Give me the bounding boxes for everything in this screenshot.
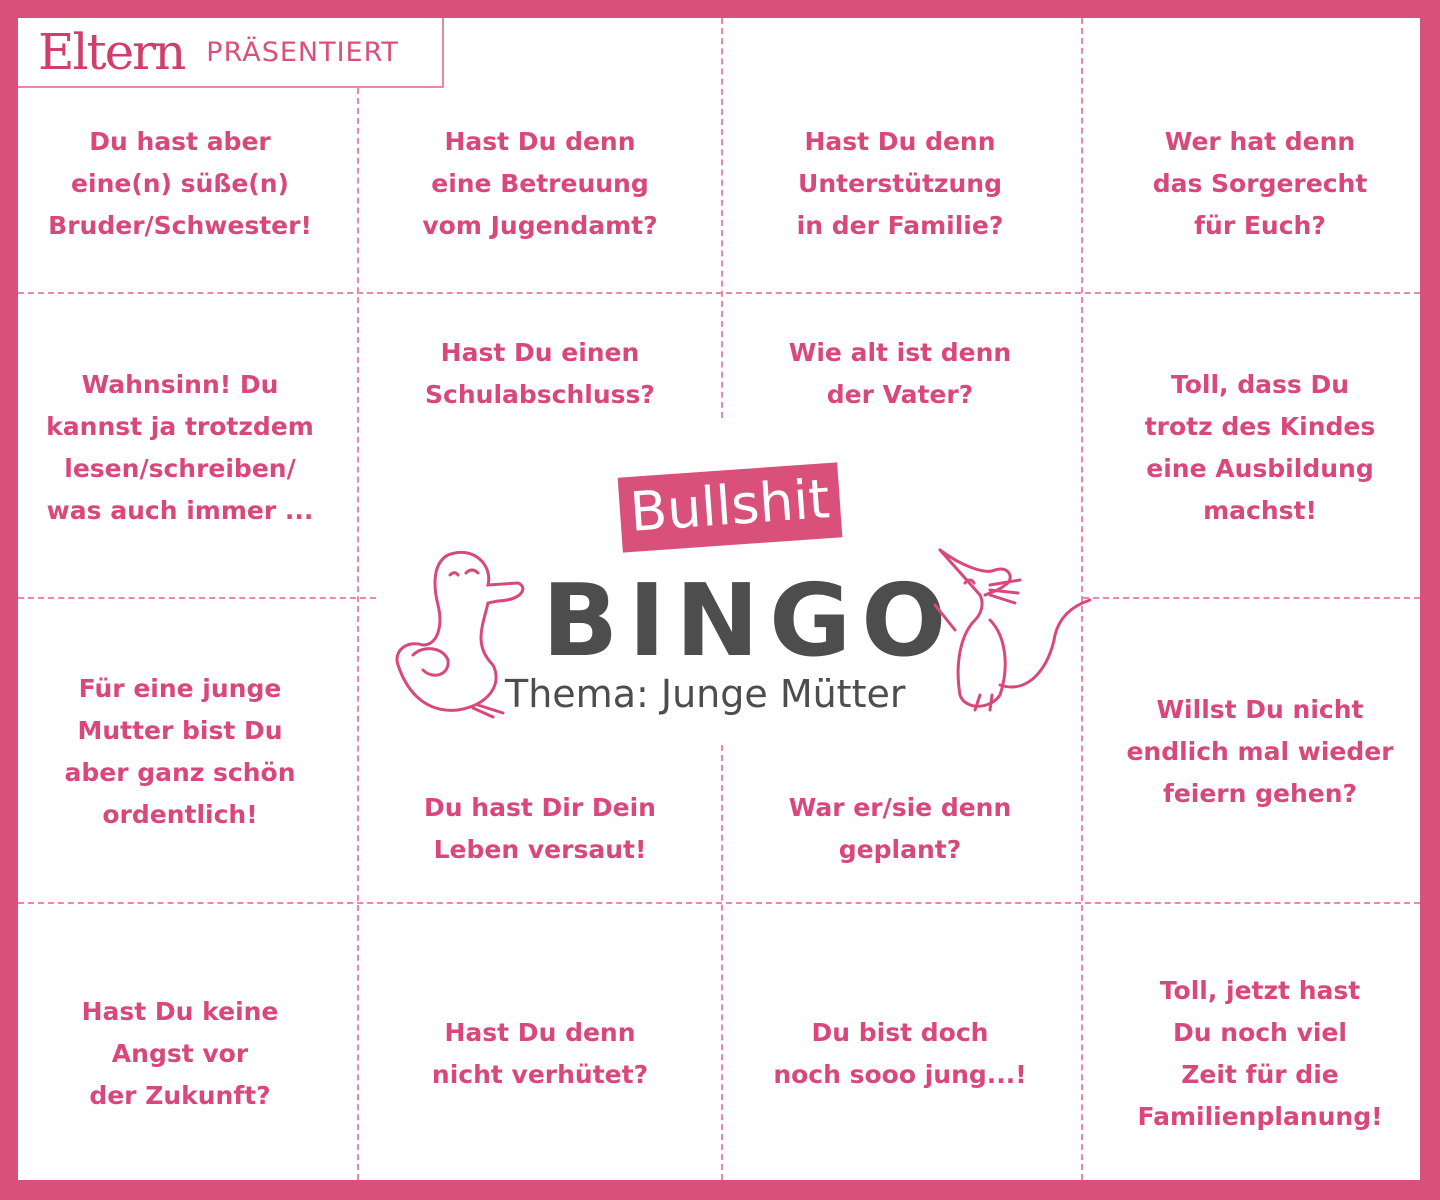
mouse-icon	[930, 545, 1095, 715]
bingo-cell: Willst Du nicht endlich mal wieder feiern gehen?	[1126, 695, 1394, 808]
bingo-cell: Hast Du denn Unterstützung in der Familie?	[796, 127, 1004, 240]
divider	[357, 88, 359, 1180]
bingo-cell: Hast Du denn eine Betreuung vom Jugendamt?	[422, 127, 658, 240]
header	[18, 18, 444, 88]
bingo-cell: Du bist doch noch sooo jung...!	[773, 1018, 1027, 1089]
bingo-cell: Wer hat denn das Sorgerecht für Euch?	[1152, 127, 1368, 240]
bingo-cell: Du hast aber eine(n) süße(n) Bruder/Schwester!	[48, 127, 312, 240]
bingo-cell: Hast Du denn nicht verhütet?	[431, 1018, 649, 1089]
bingo-cell: Für eine junge Mutter bist Du aber ganz schön ordentlich!	[64, 674, 296, 829]
bingo-cell: War er/sie denn geplant?	[788, 793, 1012, 864]
bingo-title: BINGO	[542, 562, 957, 679]
bingo-cell: Wahnsinn! Du kannst ja trotzdem lesen/schreiben/ was auch immer ...	[46, 370, 314, 525]
bingo-cell: Toll, dass Du trotz des Kindes eine Ausbildung machst!	[1144, 370, 1376, 525]
eltern-logo: Eltern	[38, 23, 185, 81]
theme-subtitle: Thema: Junge Mütter	[505, 672, 906, 716]
presents-label: PRÄSENTIERT	[206, 36, 399, 68]
bullshit-badge: Bullshit	[618, 462, 843, 552]
divider	[18, 597, 376, 599]
divider	[18, 292, 1420, 294]
bingo-cell: Toll, jetzt hast Du noch viel Zeit für die Familienplanung!	[1137, 976, 1383, 1131]
bingo-cell: Hast Du keine Angst vor der Zukunft?	[81, 997, 279, 1110]
divider	[1083, 597, 1420, 599]
duck-icon	[388, 545, 533, 720]
divider	[18, 902, 1420, 904]
divider	[721, 745, 723, 1180]
divider	[721, 18, 723, 418]
bingo-cell: Du hast Dir Dein Leben versaut!	[424, 793, 656, 864]
bingo-cell: Hast Du einen Schulabschluss?	[425, 338, 655, 409]
bingo-cell: Wie alt ist denn der Vater?	[788, 338, 1012, 409]
